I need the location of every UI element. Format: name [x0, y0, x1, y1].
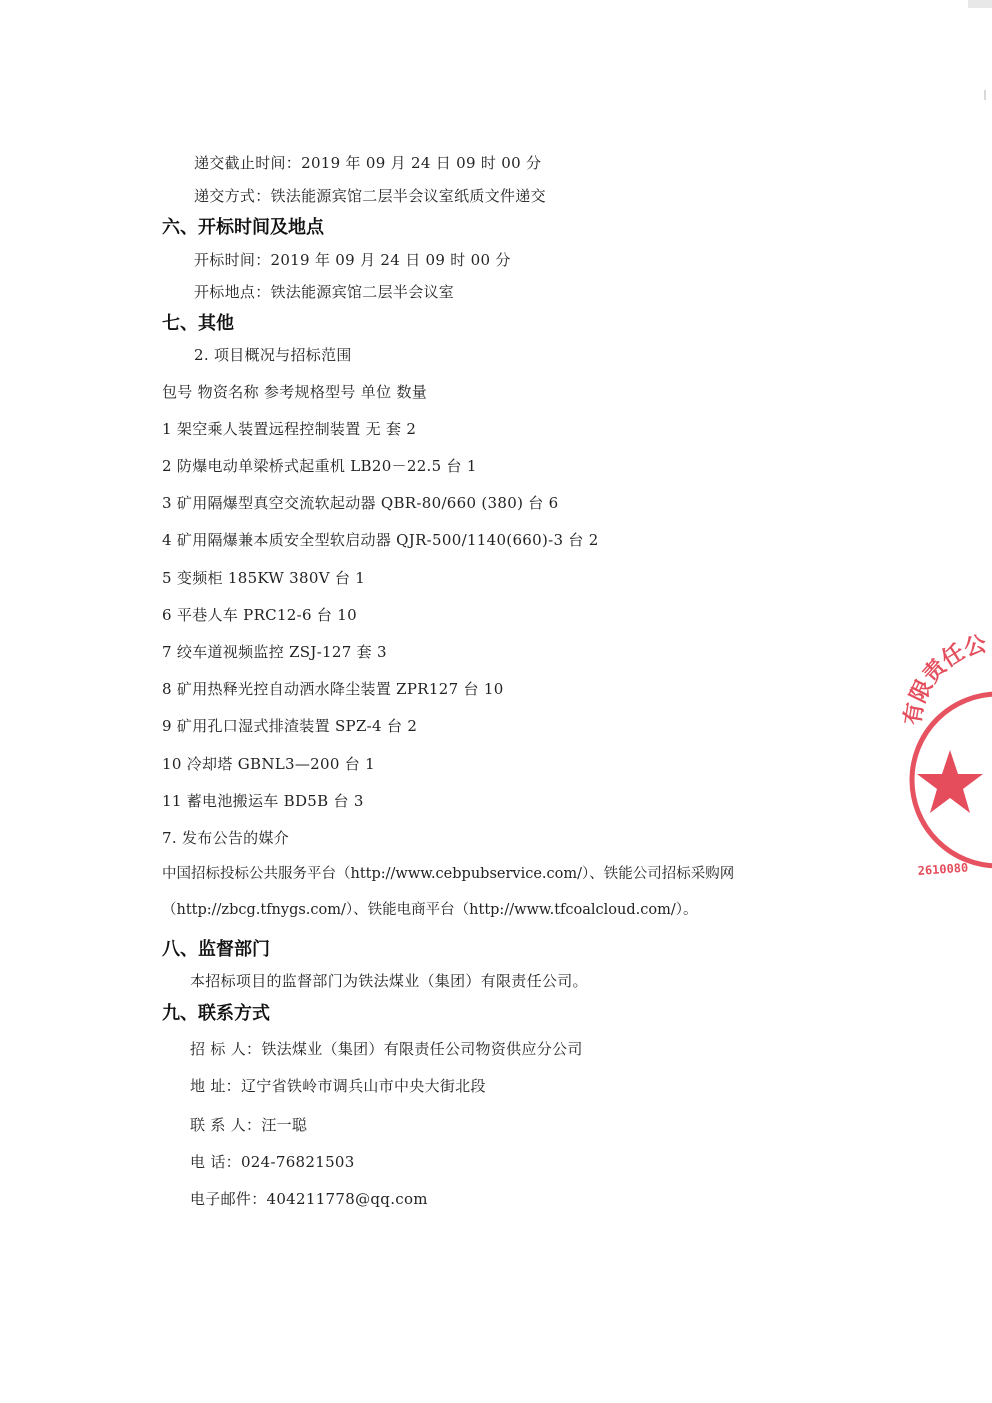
item-row: 8 矿用热释光控自动洒水降尘装置 ZPR127 台 10 [162, 680, 504, 698]
seal-code: 2610080 [917, 860, 969, 878]
opening-time-line: 开标时间：2019 年 09 月 24 日 09 时 00 分 [194, 251, 511, 269]
item-row: 3 矿用隔爆型真空交流软起动器 QBR-80/660 (380) 台 6 [162, 494, 559, 512]
item-row: 11 蓄电池搬运车 BD5B 台 3 [162, 792, 364, 810]
supervision-text: 本招标项目的监督部门为铁法煤业（集团）有限责任公司。 [190, 972, 588, 990]
company-seal [900, 631, 992, 900]
media-line-2: （http://zbcg.tfnygs.com/）、铁能电商平台（http://www.tfcoalcloud.com/）。 [162, 902, 698, 918]
contact-person-line: 联 系 人：汪一聪 [190, 1116, 308, 1134]
opening-place-line: 开标地点：铁法能源宾馆二层半会议室 [194, 283, 455, 301]
section-6-heading: 六、开标时间及地点 [162, 217, 324, 238]
item-row: 7 绞车道视频监控 ZSJ-127 套 3 [162, 643, 387, 661]
item-row: 6 平巷人车 PRC12-6 台 10 [162, 606, 357, 624]
deadline-line: 递交截止时间：2019 年 09 月 24 日 09 时 00 分 [194, 154, 542, 172]
submission-method-line: 递交方式：铁法能源宾馆二层半会议室纸质文件递交 [194, 187, 546, 205]
seal-star-icon [917, 750, 983, 813]
seal-text: 有限责任公 [900, 631, 990, 727]
item-table-header: 包号 物资名称 参考规格型号 单位 数量 [162, 383, 428, 401]
address-line: 地 址：辽宁省铁岭市调兵山市中央大街北段 [190, 1077, 486, 1095]
section-7-heading: 七、其他 [162, 313, 234, 334]
section-8-heading: 八、监督部门 [162, 939, 270, 960]
item-row: 1 架空乘人装置远程控制装置 无 套 2 [162, 420, 417, 438]
item-row: 4 矿用隔爆兼本质安全型软启动器 QJR-500/1140(660)-3 台 2 [162, 531, 599, 549]
item-row: 9 矿用孔口湿式排渣装置 SPZ-4 台 2 [162, 717, 418, 735]
email-line: 电子邮件：404211778@qq.com [190, 1190, 428, 1208]
project-overview-subheading: 2. 项目概况与招标范围 [194, 346, 352, 364]
scan-edge-mark [984, 90, 986, 100]
section-9-heading: 九、联系方式 [162, 1003, 270, 1024]
item-row: 5 变频柜 185KW 380V 台 1 [162, 569, 366, 587]
media-line-1: 中国招标投标公共服务平台（http://www.cebpubservice.com/）、铁能公司招标采购网 [162, 866, 735, 882]
item-row: 2 防爆电动单梁桥式起重机 LB20－22.5 台 1 [162, 457, 477, 475]
scan-corner-mark [968, 0, 992, 8]
tenderer-line: 招 标 人：铁法煤业（集团）有限责任公司物资供应分公司 [190, 1040, 583, 1058]
phone-line: 电 话：024-76821503 [190, 1153, 355, 1171]
item-row: 10 冷却塔 GBNL3—200 台 1 [162, 755, 375, 773]
media-heading: 7. 发布公告的媒介 [162, 829, 290, 847]
